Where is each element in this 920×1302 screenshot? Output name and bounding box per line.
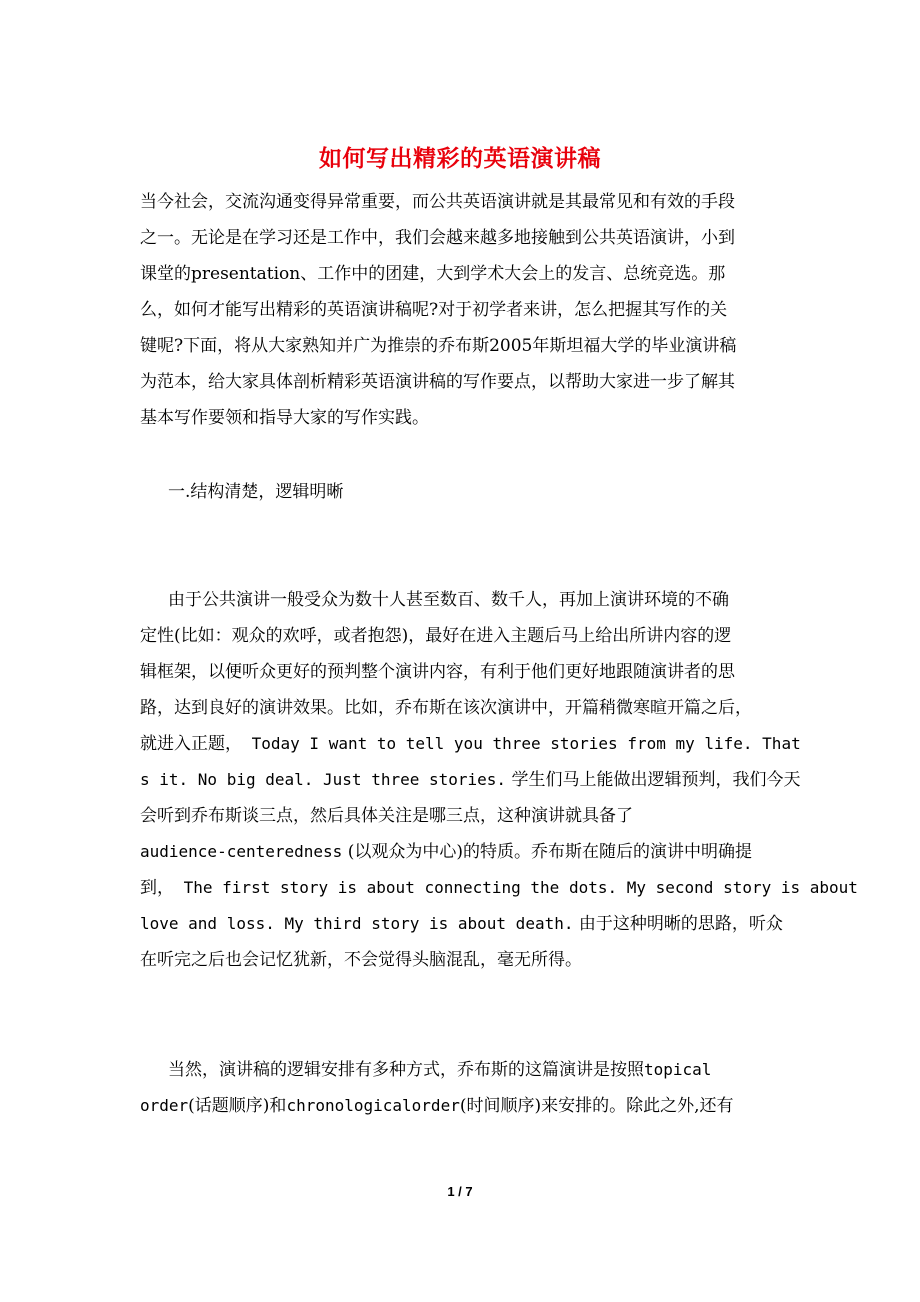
text-line: 在听完之后也会记忆犹新，不会觉得头脑混乱，毫无所得。	[140, 950, 582, 970]
english-term: topical	[644, 1060, 712, 1079]
text-line: 之一。无论是在学习还是工作中，我们会越来越多地接触到公共英语演讲，小到	[140, 228, 735, 248]
text-line: 基本写作要领和指导大家的写作实践。	[140, 408, 429, 428]
english-quote: love and loss. My third story is about death.	[140, 914, 574, 933]
text-line	[140, 870, 858, 906]
body-paragraph-2	[140, 582, 858, 978]
text-run: (时间顺序)来安排的。除此之外,还有	[459, 1096, 734, 1116]
text-line: 为范本，给大家具体剖析精彩英语演讲稿的写作要点，以帮助大家进一步了解其	[140, 372, 735, 392]
text-line: 辑框架，以便听众更好的预判整个演讲内容，有利于他们更好地跟随演讲者的思	[140, 662, 735, 682]
english-quote: Today I want to tell you three stories from my life. That	[242, 734, 801, 753]
english-quote: s it. No big deal. Just three stories.	[140, 770, 507, 789]
section-heading	[140, 474, 840, 510]
english-term: chronologicalorder	[286, 1096, 460, 1115]
section-heading-text: 一.结构清楚，逻辑明晰	[168, 482, 344, 502]
text-line: 定性(比如：观众的欢呼，或者抱怨)，最好在进入主题后马上给出所讲内容的逻	[140, 626, 732, 646]
english-term: audience-centeredness	[140, 842, 343, 861]
text-run: (话题顺序)和	[188, 1096, 287, 1116]
text-line: 么，如何才能写出精彩的英语演讲稿呢?对于初学者来讲，怎么把握其写作的关	[140, 300, 728, 320]
document-title: 如何写出精彩的英语演讲稿	[319, 145, 601, 172]
text-line: 由于公共演讲一般受众为数十人甚至数百、数千人，再加上演讲环境的不确	[168, 590, 729, 610]
text-run: 当然，演讲稿的逻辑安排有多种方式，乔布斯的这篇演讲是按照	[168, 1060, 644, 1080]
text-line	[140, 726, 840, 762]
text-line	[140, 906, 840, 942]
text-run: 学生们马上能做出逻辑预判，我们今天	[506, 770, 801, 790]
text-line	[140, 834, 840, 870]
text-line	[140, 762, 840, 798]
text-line	[140, 1088, 840, 1124]
text-line	[140, 1052, 840, 1088]
intro-paragraph	[140, 184, 840, 436]
text-line: 路，达到良好的演讲效果。比如，乔布斯在该次演讲中，开篇稍微寒暄开篇之后，	[140, 698, 752, 718]
text-line: 键呢?下面，将从大家熟知并广为推崇的乔布斯2005年斯坦福大学的毕业演讲稿	[140, 336, 737, 356]
text-run: 就进入正题，	[140, 734, 242, 754]
page-number: 1 / 7	[447, 1184, 473, 1199]
english-term: order	[140, 1096, 189, 1115]
text-line: 课堂的presentation、工作中的团建，大到学术大会上的发言、总统竞选。那	[140, 264, 726, 284]
english-quote: The first story is about connecting the dots. My second story is about	[174, 878, 858, 897]
body-paragraph-3	[140, 1052, 840, 1124]
text-line: 当今社会，交流沟通变得异常重要，而公共英语演讲就是其最常见和有效的手段	[140, 192, 735, 212]
text-run: 由于这种明晰的思路，听众	[573, 914, 783, 934]
text-run: (以观众为中心)的特质。乔布斯在随后的演讲中明确提	[342, 842, 752, 862]
text-line: 会听到乔布斯谈三点，然后具体关注是哪三点，这种演讲就具备了	[140, 806, 633, 826]
text-run: 到，	[140, 878, 174, 898]
